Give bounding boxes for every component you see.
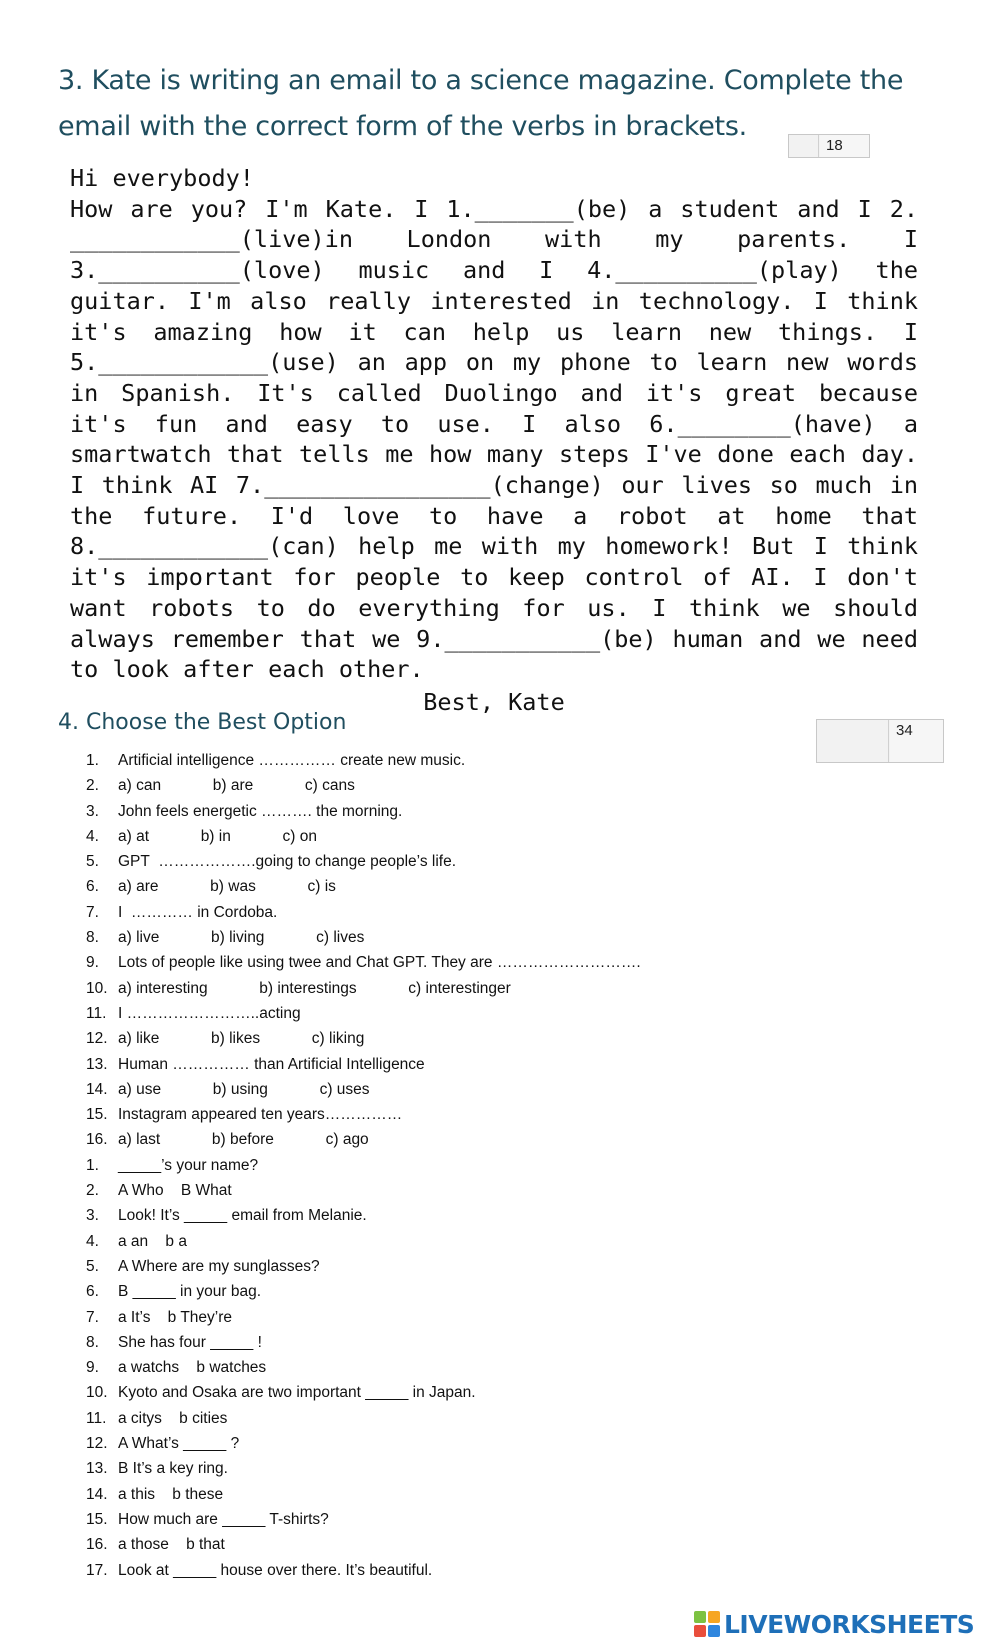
item-number: 8. [86, 929, 99, 947]
item-number: 17. [86, 1561, 108, 1579]
item-number: 2. [86, 1182, 99, 1200]
item-text: Look! It’s _____ email from Melanie. [118, 1207, 367, 1225]
score-input-cell[interactable] [817, 720, 889, 762]
item-text: I ………… in Cordoba. [118, 903, 278, 921]
item-number: 15. [86, 1510, 108, 1528]
list-item [86, 1052, 786, 1077]
item-text: _____’s your name? [118, 1156, 259, 1174]
list-item [86, 1431, 786, 1456]
list-item [86, 1456, 786, 1481]
item-number: 13. [86, 1460, 108, 1478]
item-text: a those b that [118, 1536, 225, 1554]
logo-squares-icon [694, 1611, 720, 1637]
question-list [86, 748, 786, 1583]
item-text: a) at b) in c) on [118, 827, 317, 845]
item-text: A Who B What [118, 1182, 232, 1200]
item-text: Lots of people like using twee and Chat GPT. They are ………………………. [118, 954, 641, 972]
list-item [86, 1153, 786, 1178]
item-text: GPT ……………….going to change people’s life. [118, 853, 457, 871]
logo-square-green [694, 1611, 706, 1623]
item-number: 15. [86, 1106, 108, 1124]
item-text: How much are _____ T-shirts? [118, 1510, 329, 1528]
list-item [86, 1532, 786, 1557]
item-text: Instagram appeared ten years…………… [118, 1106, 403, 1124]
item-text: Kyoto and Osaka are two important _____ in Japan. [118, 1384, 476, 1402]
item-number: 8. [86, 1333, 99, 1351]
score-input-cell[interactable] [789, 135, 819, 157]
list-item [86, 1507, 786, 1532]
item-number: 1. [86, 1156, 99, 1174]
item-number: 12. [86, 1030, 108, 1048]
email-text [70, 163, 918, 716]
item-number: 5. [86, 1257, 99, 1275]
section4-heading: 4. Choose the Best Option [58, 710, 347, 735]
item-number: 4. [86, 827, 99, 845]
list-item [86, 1203, 786, 1228]
item-number: 11. [86, 1004, 107, 1022]
item-text: a) live b) living c) lives [118, 929, 365, 947]
item-number: 6. [86, 1283, 99, 1301]
item-number: 9. [86, 954, 99, 972]
item-text: Artificial intelligence …………… create new music. [118, 752, 466, 769]
item-number: 10. [86, 1384, 108, 1402]
item-number: 11. [86, 1409, 107, 1427]
logo-square-orange [708, 1611, 720, 1623]
item-number: 5. [86, 853, 99, 871]
item-number: 12. [86, 1435, 108, 1453]
score-box-section4 [816, 719, 944, 763]
logo-text: LIVEWORKSHEETS [724, 1609, 975, 1639]
item-text: a) interesting b) interestings c) interestinger [118, 979, 511, 997]
list-item [86, 1305, 786, 1330]
item-text: B It’s a key ring. [118, 1460, 228, 1478]
list-item [86, 1558, 786, 1583]
list-item [86, 824, 786, 849]
item-number: 16. [86, 1536, 108, 1554]
item-number: 7. [86, 903, 99, 921]
item-text: She has four _____ ! [118, 1333, 262, 1351]
email-body: How are you? I'm Kate. I 1._______(be) a student and I 2. ____________(live)in London with my parents. I 3.__________(love) music and I 4.__________(play) the guitar. I'm also really interested in technology. I think it's amazing how it can help us learn new things. I 5.____________(use) an app on my phone to learn new words in Spanish. It's called Duolingo and it's great because it's fun and easy to use. I also 6.________(have) a smartwatch that tells me how many steps I've done each day. I think AI 7.________________(change) our lives so much in the future. I'd love to have a robot at home that 8.____________(can) help me with my homework! But I think it's important for people to keep control of AI. I don't want robots to do everything for us. I think we should always remember that we 9.___________(be) human and we need to look after each other. [70, 194, 918, 684]
item-text: a citys b cities [118, 1409, 228, 1427]
item-number: 14. [86, 1080, 108, 1098]
item-number: 14. [86, 1485, 108, 1503]
logo-square-blue [708, 1625, 720, 1637]
score-box-section3 [788, 134, 870, 158]
list-item [86, 1406, 786, 1431]
item-number: 2. [86, 777, 99, 795]
list-item [86, 976, 786, 1001]
item-number: 16. [86, 1131, 108, 1149]
score-value: 34 [890, 720, 943, 762]
list-item [86, 799, 786, 824]
item-text: B _____ in your bag. [118, 1283, 262, 1301]
item-text: a) use b) using c) uses [118, 1080, 370, 1098]
item-number: 3. [86, 1207, 99, 1225]
list-item [86, 748, 786, 773]
list-item [86, 1102, 786, 1127]
item-text: a an b a [118, 1232, 187, 1250]
score-value: 18 [820, 135, 869, 157]
section3-heading: 3. Kate is writing an email to a science magazine. Complete the email with the correct form of the verbs in brackets. [58, 65, 904, 142]
list-item [86, 925, 786, 950]
item-text: a) can b) are c) cans [118, 777, 355, 795]
list-item [86, 1229, 786, 1254]
list-item [86, 900, 786, 925]
item-text: a) are b) was c) is [118, 878, 336, 896]
item-text: a this b these [118, 1485, 224, 1503]
email-greeting: Hi everybody! [70, 164, 254, 192]
list-item [86, 849, 786, 874]
item-text: I ……………………..acting [118, 1004, 301, 1022]
list-item [86, 1178, 786, 1203]
email-signoff: Best, Kate [423, 687, 565, 716]
list-item [86, 1254, 786, 1279]
list-item [86, 1127, 786, 1152]
list-item [86, 1001, 786, 1026]
item-text: a It’s b They’re [118, 1308, 233, 1326]
list-item [86, 1482, 786, 1507]
item-number: 1. [86, 752, 99, 769]
item-text: Look at _____ house over there. It’s beautiful. [118, 1561, 433, 1579]
list-item [86, 773, 786, 798]
list-item [86, 1380, 786, 1405]
item-number: 9. [86, 1359, 99, 1377]
item-text: a watchs b watches [118, 1359, 267, 1377]
item-number: 3. [86, 802, 99, 820]
item-number: 4. [86, 1232, 99, 1250]
list-item [86, 1026, 786, 1051]
item-number: 10. [86, 979, 108, 997]
liveworksheets-logo [694, 1608, 974, 1640]
item-number: 13. [86, 1055, 108, 1073]
list-item [86, 1077, 786, 1102]
list-item [86, 1355, 786, 1380]
item-text: a) last b) before c) ago [118, 1131, 369, 1149]
list-item [86, 950, 786, 975]
list-item [86, 1279, 786, 1304]
item-text: John feels energetic ………. the morning. [118, 802, 403, 820]
item-text: Human …………… than Artificial Intelligence [118, 1055, 425, 1073]
item-text: A Where are my sunglasses? [118, 1257, 320, 1275]
item-text: a) like b) likes c) liking [118, 1030, 365, 1048]
item-text: A What’s _____ ? [118, 1435, 240, 1453]
item-number: 7. [86, 1308, 99, 1326]
list-item [86, 874, 786, 899]
item-number: 6. [86, 878, 99, 896]
list-item [86, 1330, 786, 1355]
logo-square-red [694, 1625, 706, 1637]
